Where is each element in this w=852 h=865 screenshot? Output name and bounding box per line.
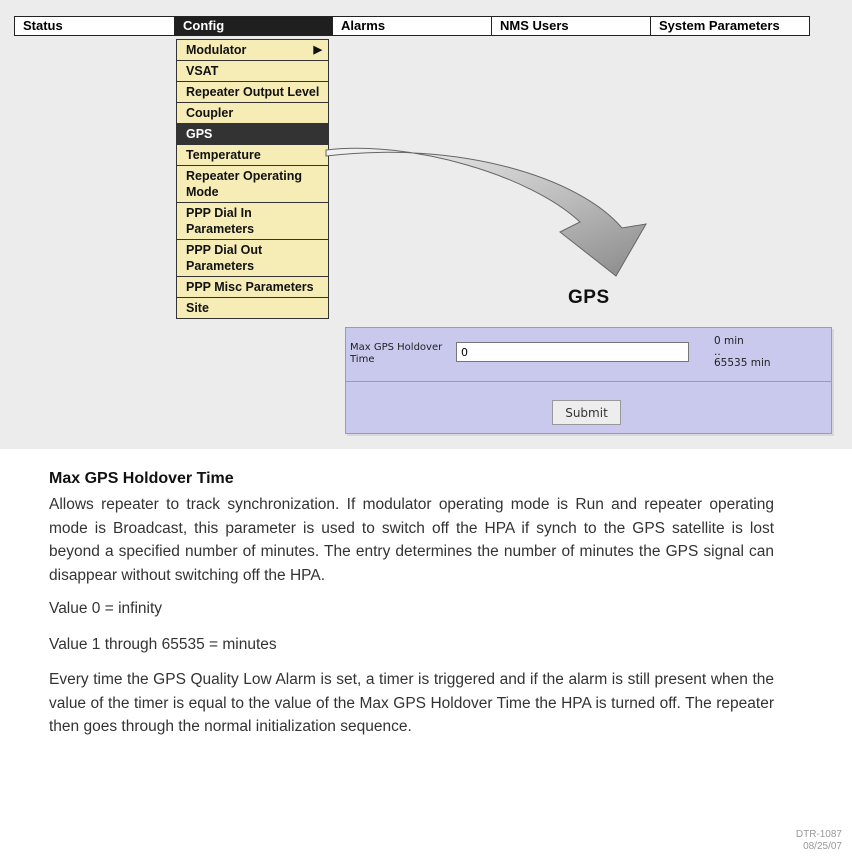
panel-divider [346, 381, 831, 382]
menu-item-repeater-output-level[interactable]: Repeater Output Level [177, 82, 328, 103]
submit-button[interactable]: Submit [552, 400, 621, 425]
doc-heading: Max GPS Holdover Time [49, 470, 234, 487]
menu-item-ppp-dial-out[interactable]: PPP Dial Out Parameters [177, 240, 328, 277]
gps-form-panel [345, 327, 832, 434]
menu-item-gps[interactable]: GPS [177, 124, 328, 145]
nav-nms-users[interactable]: NMS Users [491, 16, 650, 36]
menu-item-temperature[interactable]: Temperature [177, 145, 328, 166]
max-gps-holdover-input[interactable] [456, 342, 689, 362]
value-range [714, 336, 771, 369]
range-separator: .. [714, 346, 721, 358]
menu-item-ppp-misc[interactable]: PPP Misc Parameters [177, 277, 328, 298]
menu-item-site[interactable]: Site [186, 301, 209, 315]
document-code [796, 829, 842, 853]
nav-system-parameters[interactable]: System Parameters [650, 16, 810, 36]
doc-paragraph-description: Allows repeater to track synchronization. If modulator operating mode is Run and repeater operating mode is Broadcast, this parameter is used to switch off the HPA if synch to the GPS satellite is lost beyond a specified number of minutes. The entry determines the number of minutes the GPS signal can disappear without switching off the HPA. [49, 496, 774, 584]
menu-item-ppp-dial-in[interactable]: PPP Dial In Parameters [177, 203, 328, 240]
range-min: 0 min [714, 335, 744, 347]
menu-item-label: Modulator [186, 43, 247, 57]
doc-value-zero: Value 0 = infinity [49, 600, 163, 617]
doc-code-date: 08/25/07 [803, 841, 842, 852]
menu-item-vsat[interactable]: VSAT [177, 61, 328, 82]
menu-item-coupler[interactable]: Coupler [177, 103, 328, 124]
nav-alarms[interactable]: Alarms [332, 16, 491, 36]
submenu-arrow-icon: ▶ [313, 44, 322, 56]
documentation [49, 470, 774, 749]
range-max: 65535 min [714, 357, 771, 369]
nav-status[interactable]: Status [14, 16, 174, 36]
form-title: GPS [568, 287, 610, 308]
doc-value-range: Value 1 through 65535 = minutes [49, 635, 277, 653]
menu-item-repeater-operating-mode[interactable]: Repeater Operating Mode [177, 166, 328, 203]
doc-code-number: DTR-1087 [795, 829, 842, 840]
max-gps-holdover-label: Max GPS Holdover Time [350, 342, 443, 365]
nav-config[interactable]: Config [174, 16, 332, 36]
doc-paragraph-timer: Every time the GPS Quality Low Alarm is set, a timer is triggered and if the alarm is still present when the value of the timer is equal to the value of the Max GPS Holdover Time the HPA is turned off. The repeater then goes through the normal initialization sequence. [49, 671, 774, 735]
